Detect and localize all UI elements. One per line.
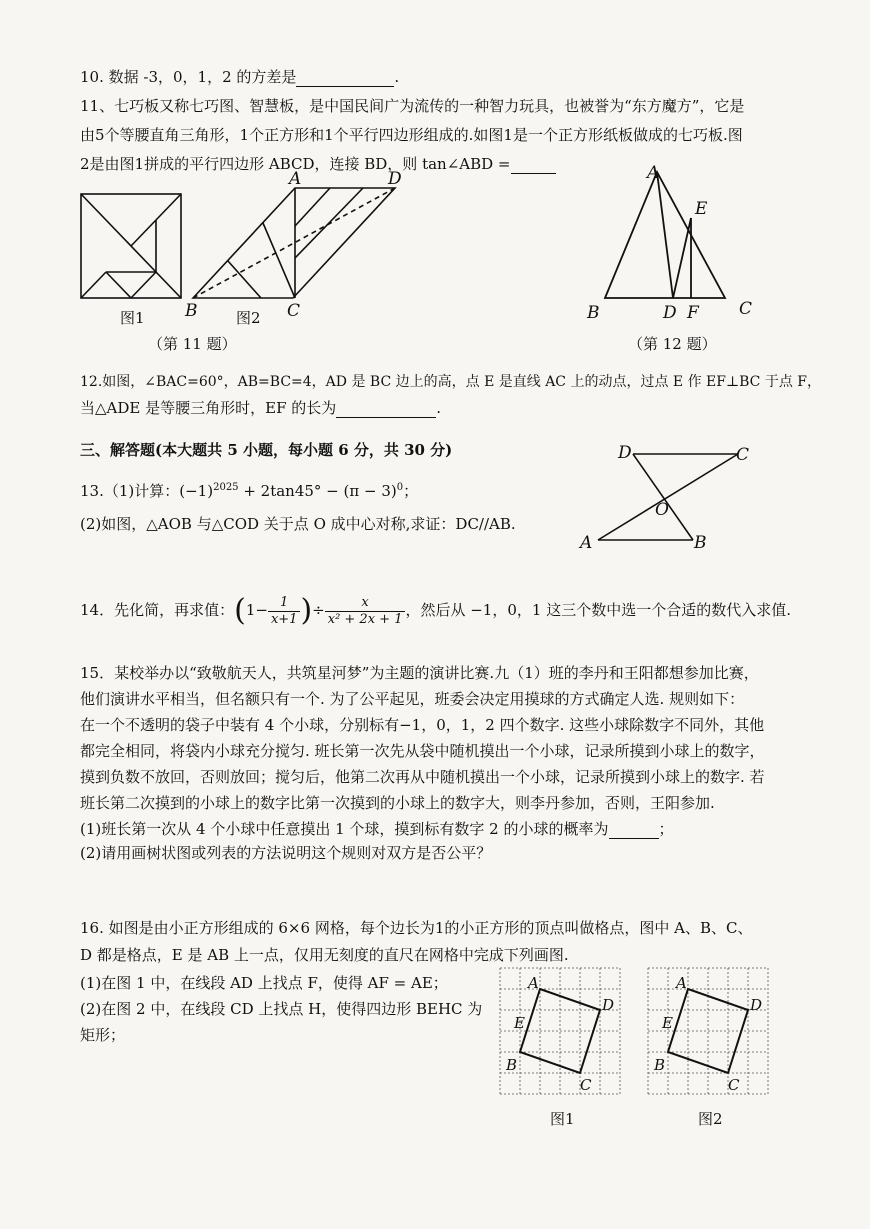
- grid-fig1-caption: 图1: [550, 1110, 575, 1128]
- q13-figure: [578, 440, 758, 555]
- tangram-figure-1: [80, 193, 182, 299]
- answer-blank: [511, 153, 556, 174]
- q15-line: 15．某校举办以“致敬航天人，共筑星河梦”为主题的演讲比赛.九（1）班的李丹和王阳都想参加比赛，: [80, 664, 759, 682]
- label-B: B: [587, 303, 600, 323]
- answer-blank: [296, 66, 394, 87]
- label-C: C: [739, 299, 753, 319]
- answer-blank: [609, 818, 659, 839]
- label-C: C: [728, 1076, 740, 1094]
- answer-blank: [336, 397, 436, 418]
- q15-line: 班长第二次摸到的小球上的数字比第一次摸到的小球上的数字大，则李丹参加，否则，王阳参加.: [80, 794, 715, 812]
- label-C: C: [287, 301, 301, 321]
- q15-line: 在一个不透明的袋子中装有 4 个小球，分别标有−1，0，1，2 四个数字. 这些小球除数字不同外，其他: [80, 716, 765, 734]
- q12-line2: 当△ADE 是等腰三角形时，EF 的长为 .: [80, 399, 442, 417]
- section-title: 三、解答题(本大题共 5 小题，每小题 6 分，共 30 分): [80, 441, 453, 459]
- q11-line2: 由5个等腰直角三角形，1个正方形和1个平行四边形组成的.如图1是一个正方形纸板做成的七巧板.图: [80, 126, 743, 144]
- q15-line: 摸到负数不放回，否则放回；搅匀后，他第二次再从中随机摸出一个小球，记录所摸到小球上的数字. 若: [80, 768, 765, 786]
- q11-caption: （第 11 题）: [148, 335, 237, 353]
- q16-line1: 16. 如图是由小正方形组成的 6×6 网格，每个边长为1的小正方形的顶点叫做格点，图中 A、B、C、: [80, 919, 753, 937]
- grid-figure-2: [648, 968, 768, 1094]
- label-F: F: [687, 303, 699, 323]
- grid-fig2-caption: 图2: [698, 1110, 723, 1128]
- grid-figure-1: [500, 968, 620, 1094]
- label-B: B: [506, 1056, 518, 1074]
- label-A: A: [676, 974, 687, 992]
- label-E: E: [695, 199, 708, 219]
- label-A: A: [289, 169, 302, 189]
- q11-line3: 2是由图1拼成的平行四边形 ABCD，连接 BD，则 tan∠ABD =: [80, 153, 556, 174]
- q10-text: 10. 数据 -3，0，1，2 的方差是: [80, 68, 297, 86]
- q12-line1: 12.如图，∠BAC=60°，AB=BC=4，AD 是 BC 边上的高，点 E 是直线 AC 上的动点，过点 E 作 EF⊥BC 于点 F，: [80, 374, 822, 390]
- q15-part1: (1)班长第一次从 4 个小球中任意摸出 1 个球，摸到标有数字 2 的小球的概率为 ；: [80, 820, 674, 838]
- label-D: D: [750, 996, 763, 1014]
- label-C: C: [736, 445, 750, 465]
- q15-part2: (2)请用画树状图或列表的方法说明这个规则对双方是否公平？: [80, 844, 492, 862]
- q16-part1: (1)在图 1 中，在线段 AD 上找点 F，使得 AF = AE；: [80, 974, 448, 992]
- fraction-1: $\frac{1}{x+1}$: [268, 595, 301, 628]
- q12-caption: （第 12 题）: [628, 335, 717, 353]
- label-B: B: [654, 1056, 666, 1074]
- q16-line2: D 都是格点，E 是 AB 上一点，仅用无刻度的直尺在网格中完成下列画图.: [80, 946, 569, 964]
- q15-line: 都完全相同，将袋内小球充分搅匀. 班长第一次先从袋中随机摸出一个小球，记录所摸到小球上的数字，: [80, 742, 765, 760]
- q14: 14．先化简，再求值：(1− $\frac{1}{x+1}$ )÷ $\frac{x}{\text{x² + 2x + 1}}$ ，然后从 −1，0，1 这三个数中选一个合适的数代入求值.: [80, 593, 791, 628]
- label-D: D: [663, 303, 677, 323]
- label-C: C: [580, 1076, 592, 1094]
- q13-part1: 13.（1)计算：$(-1)^{2025} + 2\tan 45^\circ - (\pi - 3)^0$；: [80, 482, 419, 500]
- q11-line1: 11、七巧板又称七巧图、智慧板，是中国民间广为流传的一种智力玩具，也被誉为“东方魔方”，它是: [80, 97, 745, 115]
- label-E: E: [662, 1014, 673, 1032]
- label-E: E: [514, 1014, 525, 1032]
- label-D: D: [618, 443, 632, 463]
- label-D: D: [388, 169, 402, 189]
- q12-figure: [585, 160, 765, 323]
- fig1-caption: 图1: [120, 309, 145, 327]
- label-A: A: [528, 974, 539, 992]
- q10: 10. 数据 -3，0，1，2 的方差是 .: [80, 68, 400, 86]
- q13-part2: (2)如图，△AOB 与△COD 关于点 O 成中心对称,求证：DC//AB.: [80, 515, 516, 533]
- fig2-caption: 图2: [236, 309, 261, 327]
- fraction-2: $\frac{x}{\text{x² + 2x + 1}}$: [325, 595, 406, 628]
- label-O: O: [655, 500, 669, 520]
- q16-part2-cont: 矩形；: [80, 1026, 126, 1044]
- label-B: B: [694, 533, 707, 553]
- label-B: B: [185, 301, 198, 321]
- label-D: D: [602, 996, 615, 1014]
- label-A: A: [580, 533, 593, 553]
- label-A: A: [647, 163, 660, 183]
- q16-part2: (2)在图 2 中，在线段 CD 上找点 H，使得四边形 BEHC 为: [80, 1000, 483, 1018]
- q15-line: 他们演讲水平相当，但名额只有一个. 为了公平起见，班委会决定用摸球的方式确定人选. 规则如下：: [80, 690, 745, 708]
